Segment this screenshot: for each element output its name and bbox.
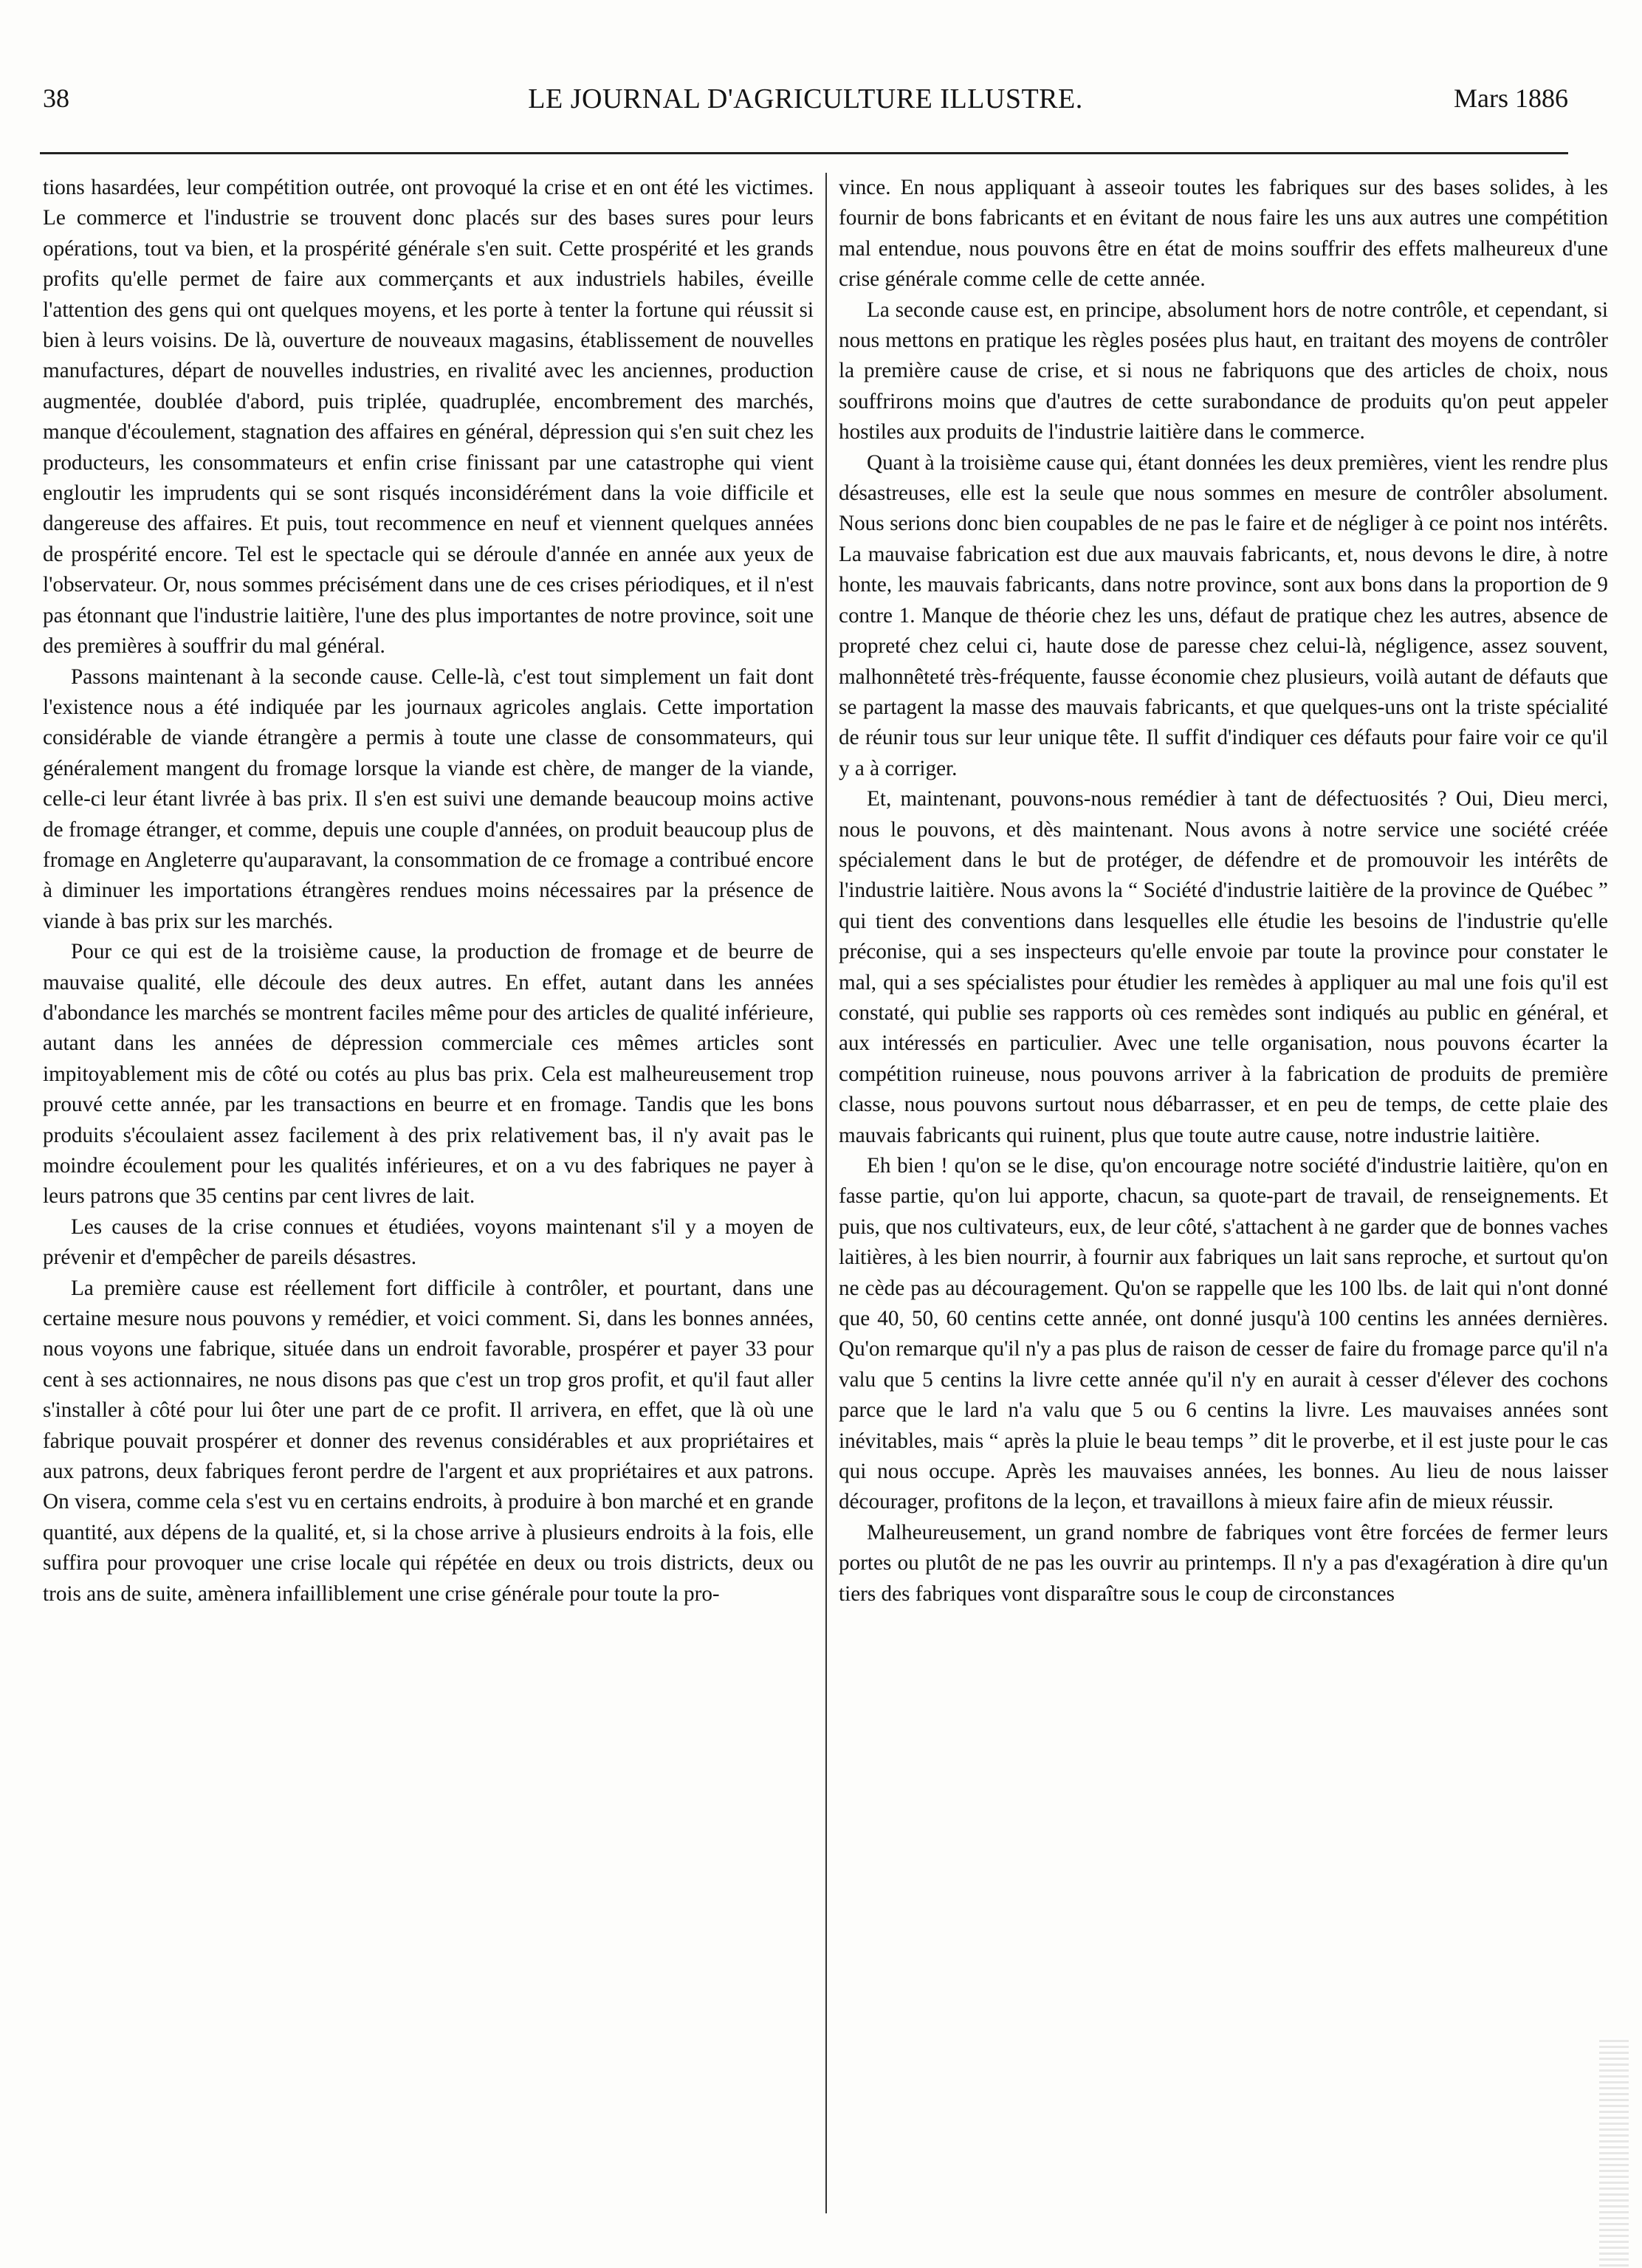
right-paragraph-3: Quant à la troisième cause qui, étant données les deux premières, vient les rendre plus désastreuses, elle est la seule que nous sommes en mesure de contrôler absolument. Nous serions donc bien coupables de ne pas le faire et de négliger à ce point nos intérêts. La mauvaise fabrication est due aux mauvais fabricants, et, nous devons le dire, à notre honte, les mauvais fabricants, dans notre province, sont aux bons dans la proportion de 9 contre 1. Manque de théorie chez les uns, défaut de pratique chez les autres, absence de propreté chez celui ci, haute dose de paresse chez celui-là, négligence, assez souvent, malhonnêteté très-fréquente, fausse économie chez plusieurs, voilà autant de défauts que se partagent la masse des mauvais fabricants, et que quelques-uns ont la triste spécialité de réunir tous sur leur unique tête. Il suffit d'indiquer ces défauts pour faire voir ce qu'il y a à corriger. bbox=[839, 450, 1608, 780]
page-number: 38 bbox=[43, 83, 69, 113]
right-paragraph-2: La seconde cause est, en principe, absolument hors de notre contrôle, et cependant, si nous mettons en pratique les règles posées plus haut, en traitant des moyens de contrôler la première cause de crise, et si nous ne fabriquons que des articles de choix, nous souffrirons moins que d'autres de cette surabondance de produits qu'on peut appeler hostiles aux produits de l'industrie laitière dans le commerce. bbox=[839, 298, 1608, 444]
column-divider bbox=[825, 173, 827, 2213]
page-header bbox=[43, 83, 1568, 127]
left-paragraph-3: Pour ce qui est de la troisième cause, la production de fromage et de beurre de mauvaise qualité, elle découle des deux autres. En effet, autant dans les années d'abondance les marchés se montrent faciles même pour des articles de qualité inférieure, autant dans les années de dépression commerciale ces mêmes articles sont impitoyablement mis de côté ou cotés au plus bas prix. Cela est malheureusement trop prouvé cette année, par les transactions en beurre et en fromage. Tandis que les bons produits s'écoulaient assez facilement à des prix relativement bas, il n'y avait pas le moindre écoulement pour les qualités inférieures, et on a vu des fabriques ne payer à leurs patrons que 35 centins par cent livres de lait. bbox=[43, 940, 814, 1209]
right-paragraph-5: Eh bien ! qu'on se le dise, qu'on encourage notre société d'industrie laitière, qu'on en fasse partie, qu'on lui apporte, chacun, sa quote-part de travail, de renseignements. Et puis, que nos cultivateurs, eux, de leur côté, s'attachent à ne garder que de bonnes vaches laitières, à les bien nourrir, à fournir aux fabriques un lait sans reproche, et surtout qu'on ne cède pas au découragement. Qu'on se rappelle que les 100 lbs. de lait qui n'ont donné que 40, 50, 60 centins cette année, ont donné jusqu'à 100 centins les années dernières. Qu'on remarque qu'il n'y a pas plus de raison de cesser de faire du fromage parce qu'il n'a valu que 5 centins la livre cette année qu'il n'y en aurait à cesser d'élever des cochons parce que le lard n'a valu que 5 ou 6 centins la livre. Les mauvaises années sont inévitables, mais “ après la pluie le beau temps ” dit le proverbe, et il est juste pour le cas qui nous occupe. Après les mauvaises années, les bonnes. Au lieu de nous laisser décourager, profitons de la leçon, et travaillons à mieux faire afin de mieux réussir. bbox=[839, 1154, 1608, 1514]
right-paragraph-4: Et, maintenant, pouvons-nous remédier à tant de défectuosités ? Oui, Dieu merci, nous le pouvons, et dès maintenant. Nous avons à notre service une société créée spécialement dans le but de protéger, de défendre et de promouvoir les intérêts de l'industrie laitière. Nous avons la “ Société d'industrie laitière de la province de Québec ” qui tient des conventions dans lesquelles elle étudie les besoins de l'industrie qu'elle préconise, qui a ses inspecteurs qu'elle envoie par toute la province pour constater le mal, qui a ses spécialistes pour étudier les remèdes à appliquer au mal une fois qu'il est constaté, qui publie ses rapports où ces remèdes sont indiqués au public en général, et aux intéressés en particulier. Avec une telle organisation, nous pouvons écarter la compétition ruineuse, nous pouvons arriver à la fabrication de produits de première classe, nous pouvons surtout nous débarrasser, et en peu de temps, de cette plaie des mauvais fabricants qui ruinent, plus que toute autre cause, notre industrie laitière. bbox=[839, 787, 1608, 1147]
right-paragraph-6: Malheureusement, un grand nombre de fabriques vont être forcées de fermer leurs portes ou plutôt de ne pas les ouvrir au printemps. Il n'y a pas d'exagération à dire qu'un tiers des fabriques vont disparaître sous le coup de circonstances bbox=[839, 1520, 1608, 1606]
right-column bbox=[839, 173, 1608, 2210]
left-paragraph-2: Passons maintenant à la seconde cause. Celle-là, c'est tout simplement un fait dont l'existence nous a été indiquée par les journaux agricoles anglais. Cette importation considérable de viande étrangère a permis à toute une classe de consommateurs, qui généralement mangent du fromage lorsque la viande est chère, de manger de la viande, celle-ci leur étant livrée à bas prix. Il s'en est suivi une demande beaucoup moins active de fromage étranger, et comme, depuis une couple d'années, on produit beaucoup plus de fromage en Angleterre qu'auparavant, la consommation de ce fromage a contribué encore à diminuer les importations étrangères rendues moins nécessaires par la présence de viande à bas prix sur les marchés. bbox=[43, 664, 814, 933]
left-paragraph-1: tions hasardées, leur compétition outrée, ont provoqué la crise et en ont été les victimes. Le commerce et l'industrie se trouvent donc placés sur des bases sures pour leurs opérations, tout va bien, et la prospérité générale s'en suit. Cette prospérité et les grands profits qu'elle permet de faire aux commerçants et aux industriels habiles, éveille l'attention des gens qui ont quelques moyens, et les porte à tenter la fortune qui réussit si bien à leurs voisins. De là, ouverture de nouveaux magasins, établissement de nouvelles manufactures, départ de nouvelles industries, en rivalité avec les anciennes, production augmentée, doublée d'abord, puis triplée, quadruplée, encombrement des marchés, manque d'écoulement, stagnation des affaires en général, dépression qui s'en suit chez les producteurs, les consommateurs et enfin crise finissant par une catastrophe qui vient engloutir les imprudents qui se sont risqués inconsidérément dans la voie difficile et dangereuse des affaires. Et puis, tout recommence en neuf et viennent quelques années de prospérité encore. Tel est le spectacle qui se déroule d'année en année aux yeux de l'observateur. Or, nous sommes précisément dans une de ces crises périodiques, et il n'est pas étonnant que l'industrie laitière, l'une des plus importantes de notre province, soit une des premières à souffrir du mal général. bbox=[43, 176, 814, 659]
issue-date: Mars 1886 bbox=[1454, 83, 1568, 113]
left-paragraph-4: Les causes de la crise connues et étudiées, voyons maintenant s'il y a moyen de prévenir et d'empêcher de pareils désastres. bbox=[43, 1214, 814, 1270]
scan-edge-artifact bbox=[1599, 2038, 1629, 2267]
right-paragraph-1: vince. En nous appliquant à asseoir toutes les fabriques sur des bases solides, à les fournir de bons fabricants et en évitant de nous faire les uns aux autres une compétition mal entendue, nous pouvons être en état de moins souffrir des effets malheureux d'une crise générale comme celle de cette année. bbox=[839, 176, 1608, 292]
left-column bbox=[43, 173, 814, 2210]
left-paragraph-5: La première cause est réellement fort difficile à contrôler, et pourtant, dans une certaine mesure nous pouvons y remédier, et voici comment. Si, dans les bonnes années, nous voyons une fabrique, située dans un endroit favorable, prospérer et payer 33 pour cent à ses actionnaires, ne nous disons pas que c'est un trop gros profit, et qu'il faut aller s'installer à côté pour lui ôter une part de ce profit. Il arrivera, en effet, que là où une fabrique pouvait prospérer et donner des revenus considérables et aux propriétaires et aux patrons, deux fabriques feront perdre de l'argent et aux propriétaires et aux patrons. On visera, comme cela s'est vu en certains endroits, à produire à bon marché et en grande quantité, aux dépens de la qualité, et, si la chose arrive à plusieurs endroits à la fois, elle suffira pour provoquer une crise locale qui répétée en deux ou trois districts, deux ou trois ans de suite, amènera infailliblement une crise générale pour toute la pro- bbox=[43, 1276, 814, 1606]
header-rule bbox=[40, 152, 1568, 154]
journal-title: LE JOURNAL D'AGRICULTURE ILLUSTRE. bbox=[528, 83, 1083, 114]
